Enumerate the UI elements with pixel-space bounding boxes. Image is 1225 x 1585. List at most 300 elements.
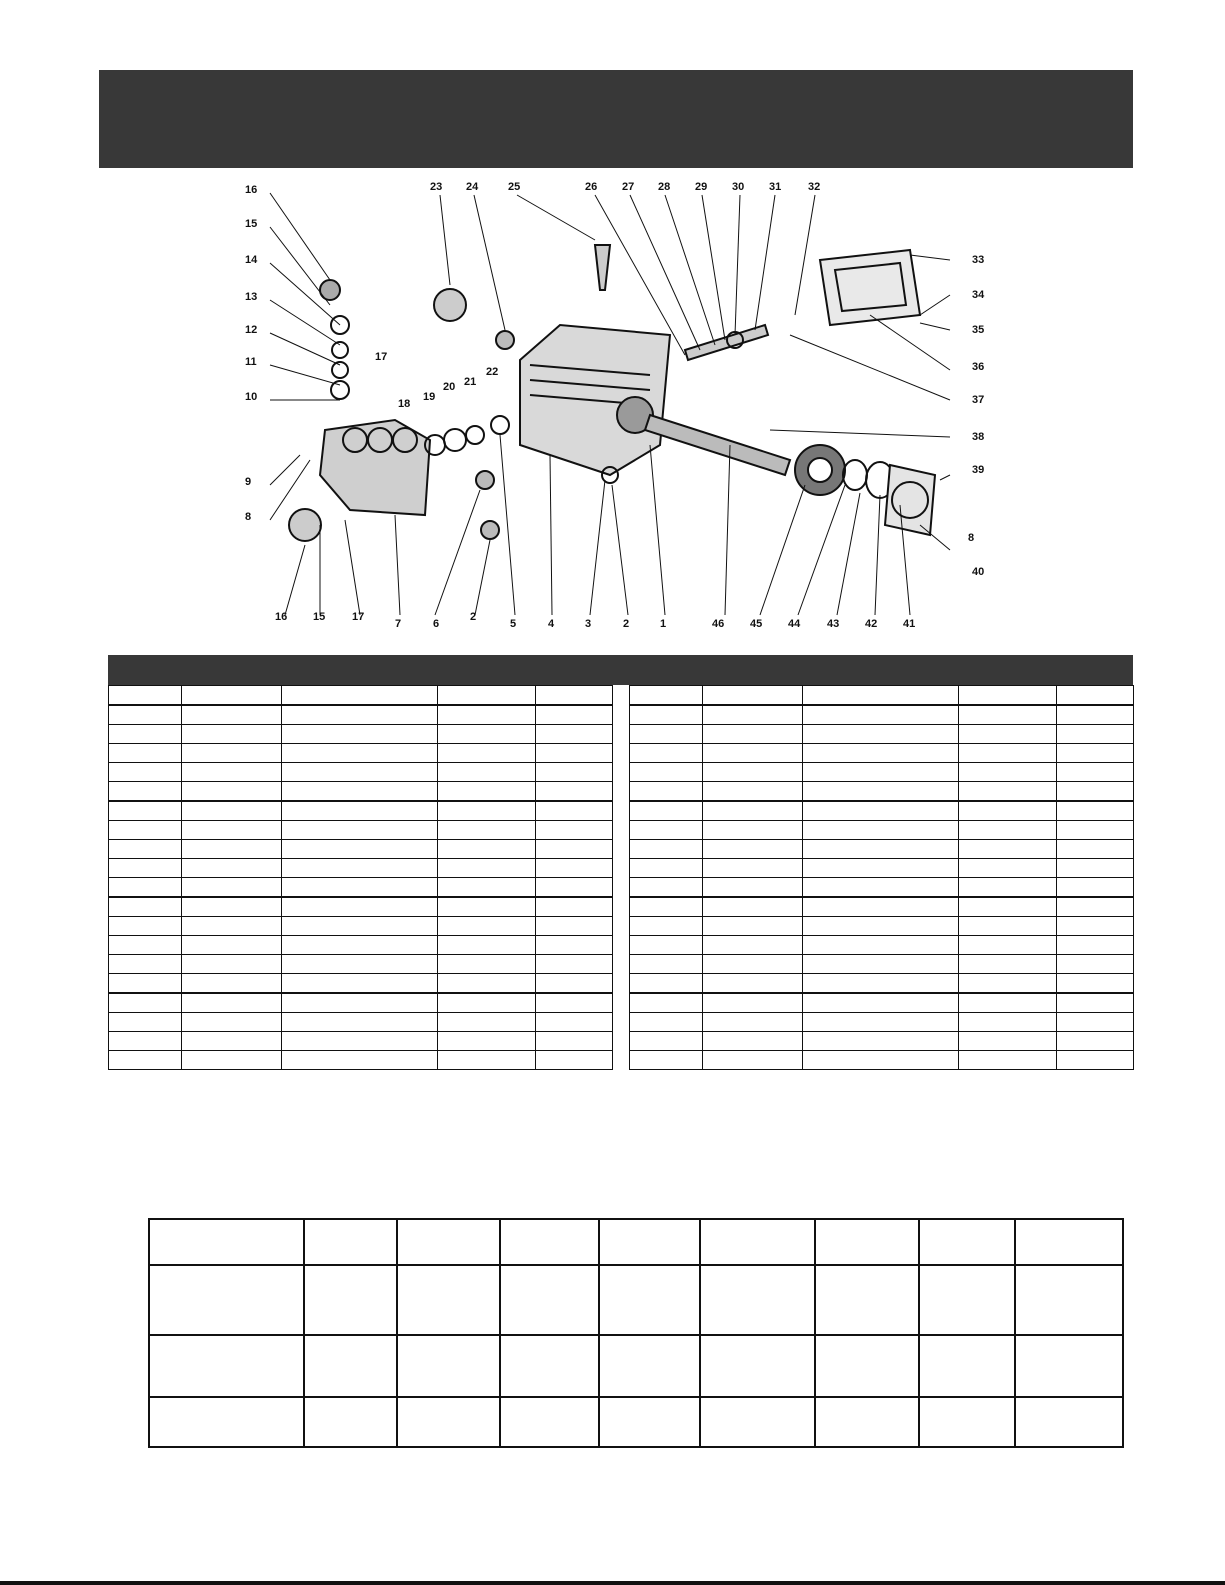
parts-left-cell <box>109 705 182 725</box>
parts-left-cell <box>282 821 438 840</box>
table-row <box>630 705 1134 725</box>
table-row <box>630 801 1134 821</box>
parts-left-cell <box>438 725 536 744</box>
parts-left-cell <box>182 725 282 744</box>
parts-right-cell <box>959 801 1057 821</box>
table-row <box>630 725 1134 744</box>
parts-left-cell <box>109 1051 182 1070</box>
table-row <box>109 917 613 936</box>
table-row <box>109 993 613 1013</box>
spec-cell <box>304 1397 397 1447</box>
parts-right-cell <box>630 744 703 763</box>
parts-left-cell <box>109 897 182 917</box>
parts-right-cell <box>803 840 959 859</box>
parts-left-cell <box>282 955 438 974</box>
table-row <box>630 897 1134 917</box>
parts-right-cell <box>803 974 959 994</box>
parts-left-cell <box>536 801 613 821</box>
table-row <box>630 744 1134 763</box>
table-row <box>109 955 613 974</box>
parts-left-cell <box>282 936 438 955</box>
callout-15-bottom: 15 <box>313 611 326 623</box>
callout-18: 18 <box>398 398 411 410</box>
parts-right-cell <box>1057 782 1134 802</box>
callout-17-bracket: 17 <box>375 351 388 363</box>
callout-35: 35 <box>972 324 985 336</box>
parts-left-cell <box>182 974 282 994</box>
parts-right-cell <box>703 1051 803 1070</box>
parts-right-cell <box>703 1013 803 1032</box>
spec-cell <box>919 1219 1015 1265</box>
table-row <box>630 686 1134 706</box>
parts-right-cell <box>959 1013 1057 1032</box>
spec-cell <box>815 1397 919 1447</box>
parts-right-cell <box>1057 878 1134 898</box>
table-row <box>630 1051 1134 1070</box>
spec-cell <box>149 1265 304 1335</box>
callout-2-center: 2 <box>623 618 630 630</box>
parts-left-cell <box>536 1013 613 1032</box>
parts-right-cell <box>959 840 1057 859</box>
table-row <box>109 1013 613 1032</box>
parts-left-cell <box>438 859 536 878</box>
pump-illustration <box>230 175 1010 635</box>
parts-left-cell <box>182 686 282 706</box>
parts-right-cell <box>630 782 703 802</box>
parts-left-cell <box>438 917 536 936</box>
spec-cell <box>500 1335 599 1397</box>
page-header-bar <box>99 70 1133 168</box>
spec-cell <box>149 1219 304 1265</box>
callout-20: 20 <box>443 381 456 393</box>
parts-right-cell <box>959 993 1057 1013</box>
spec-row <box>149 1335 1123 1397</box>
parts-right-cell <box>1057 763 1134 782</box>
callout-16-bottom: 16 <box>275 611 288 623</box>
spec-cell <box>599 1335 700 1397</box>
parts-left-cell <box>282 1051 438 1070</box>
parts-left-cell <box>182 859 282 878</box>
spec-cell <box>815 1265 919 1335</box>
parts-left-cell <box>282 1013 438 1032</box>
table-row <box>630 763 1134 782</box>
parts-right-cell <box>630 955 703 974</box>
callout-30: 30 <box>732 181 745 193</box>
parts-right-cell <box>803 782 959 802</box>
table-row <box>109 1032 613 1051</box>
table-row <box>109 936 613 955</box>
callout-45: 45 <box>750 618 763 630</box>
callout-29: 29 <box>695 181 708 193</box>
spec-cell <box>700 1397 815 1447</box>
parts-right-cell <box>1057 1032 1134 1051</box>
parts-left-cell <box>536 1032 613 1051</box>
parts-right-cell <box>703 974 803 994</box>
table-row <box>109 878 613 898</box>
parts-table-left <box>108 685 613 1070</box>
parts-left-cell <box>536 725 613 744</box>
spec-cell <box>1015 1265 1123 1335</box>
parts-right-cell <box>630 705 703 725</box>
parts-right-cell <box>1057 897 1134 917</box>
callout-1: 1 <box>660 618 667 630</box>
parts-left-cell <box>536 936 613 955</box>
parts-right-cell <box>1057 821 1134 840</box>
parts-right-cell <box>959 878 1057 898</box>
spec-cell <box>397 1397 500 1447</box>
parts-left-cell <box>182 744 282 763</box>
callout-12: 12 <box>245 324 258 336</box>
table-row <box>109 782 613 802</box>
parts-right-cell <box>803 878 959 898</box>
spec-cell <box>304 1265 397 1335</box>
callout-2: 2 <box>470 611 477 623</box>
parts-right-cell <box>803 744 959 763</box>
parts-left-cell <box>182 763 282 782</box>
spec-cell <box>919 1265 1015 1335</box>
parts-left-cell <box>182 897 282 917</box>
parts-left-cell <box>182 782 282 802</box>
parts-right-cell <box>630 801 703 821</box>
parts-right-cell <box>1057 725 1134 744</box>
parts-left-cell <box>109 840 182 859</box>
table-row <box>109 763 613 782</box>
parts-left-cell <box>438 1051 536 1070</box>
callout-16: 16 <box>245 184 258 196</box>
crankshaft <box>645 415 790 475</box>
parts-right-cell <box>803 859 959 878</box>
table-row <box>630 993 1134 1013</box>
callout-41: 41 <box>903 618 916 630</box>
parts-right-cell <box>959 1032 1057 1051</box>
parts-right-cell <box>959 917 1057 936</box>
parts-left-cell <box>536 744 613 763</box>
callout-27: 27 <box>622 181 635 193</box>
parts-right-cell <box>630 1051 703 1070</box>
page-bottom-rule <box>0 1581 1225 1585</box>
callout-28: 28 <box>658 181 671 193</box>
parts-right-cell <box>959 897 1057 917</box>
table-row <box>109 725 613 744</box>
parts-right-cell <box>803 917 959 936</box>
parts-left-cell <box>536 917 613 936</box>
callout-9: 9 <box>245 476 252 488</box>
callout-8-right: 8 <box>968 532 975 544</box>
table-row <box>630 821 1134 840</box>
parts-right-cell <box>959 859 1057 878</box>
parts-right-cell <box>803 763 959 782</box>
callout-46: 46 <box>712 618 725 630</box>
parts-left-cell <box>438 878 536 898</box>
parts-left-cell <box>109 782 182 802</box>
parts-left-cell <box>536 763 613 782</box>
parts-right-cell <box>1057 1051 1134 1070</box>
spec-row <box>149 1265 1123 1335</box>
parts-right-cell <box>630 725 703 744</box>
spec-cell <box>304 1335 397 1397</box>
parts-left-cell <box>182 993 282 1013</box>
parts-right-cell <box>803 897 959 917</box>
callout-44: 44 <box>788 618 801 630</box>
parts-left-cell <box>109 744 182 763</box>
spec-cell <box>149 1397 304 1447</box>
callout-43: 43 <box>827 618 840 630</box>
rear-cover <box>820 250 920 325</box>
parts-right-cell <box>959 974 1057 994</box>
callout-37: 37 <box>972 394 985 406</box>
spec-cell <box>500 1265 599 1335</box>
parts-right-cell <box>703 878 803 898</box>
parts-left-cell <box>109 974 182 994</box>
parts-right-cell <box>803 1032 959 1051</box>
parts-left-cell <box>536 859 613 878</box>
parts-right-cell <box>803 821 959 840</box>
callout-19: 19 <box>423 391 436 403</box>
callout-7: 7 <box>395 618 402 630</box>
spec-cell <box>599 1397 700 1447</box>
table-row <box>109 744 613 763</box>
spec-cell <box>397 1265 500 1335</box>
parts-right-cell <box>630 859 703 878</box>
spec-row <box>149 1397 1123 1447</box>
parts-left-cell <box>438 936 536 955</box>
parts-left-cell <box>438 705 536 725</box>
parts-right-cell <box>630 686 703 706</box>
parts-left-cell <box>536 974 613 994</box>
parts-right-cell <box>959 782 1057 802</box>
parts-left-cell <box>282 725 438 744</box>
parts-left-cell <box>182 936 282 955</box>
callout-39: 39 <box>972 464 985 476</box>
parts-left-cell <box>536 686 613 706</box>
parts-left-cell <box>182 1013 282 1032</box>
spec-cell <box>700 1219 815 1265</box>
parts-right-cell <box>703 801 803 821</box>
parts-right-cell <box>630 878 703 898</box>
parts-right-cell <box>803 801 959 821</box>
callout-3: 3 <box>585 618 592 630</box>
parts-left-cell <box>109 993 182 1013</box>
parts-right-cell <box>803 1013 959 1032</box>
parts-left-cell <box>182 878 282 898</box>
table-row <box>630 1032 1134 1051</box>
table-row <box>630 955 1134 974</box>
table-row <box>630 782 1134 802</box>
spec-row <box>149 1219 1123 1265</box>
manifold <box>320 420 430 515</box>
parts-right-cell <box>703 686 803 706</box>
table-row <box>109 821 613 840</box>
callout-33: 33 <box>972 254 985 266</box>
parts-left-cell <box>109 936 182 955</box>
callout-4: 4 <box>548 618 555 630</box>
parts-left-cell <box>282 897 438 917</box>
parts-left-cell <box>438 821 536 840</box>
parts-left-cell <box>109 1032 182 1051</box>
table-row <box>109 859 613 878</box>
parts-left-cell <box>438 897 536 917</box>
parts-left-cell <box>109 686 182 706</box>
callout-32: 32 <box>808 181 821 193</box>
parts-left-cell <box>438 801 536 821</box>
callout-23: 23 <box>430 181 443 193</box>
parts-list-header-bar <box>108 655 1133 685</box>
table-row <box>630 859 1134 878</box>
parts-left-cell <box>109 1013 182 1032</box>
parts-right-cell <box>1057 705 1134 725</box>
parts-left-cell <box>438 744 536 763</box>
parts-left-cell <box>282 744 438 763</box>
parts-left-cell <box>109 955 182 974</box>
parts-left-cell <box>109 859 182 878</box>
parts-right-cell <box>803 686 959 706</box>
parts-right-cell <box>703 936 803 955</box>
spec-cell <box>815 1219 919 1265</box>
spec-cell <box>304 1219 397 1265</box>
parts-right-cell <box>703 744 803 763</box>
callout-8: 8 <box>245 511 252 523</box>
parts-left-cell <box>282 993 438 1013</box>
parts-right-cell <box>959 725 1057 744</box>
parts-left-cell <box>282 974 438 994</box>
parts-left-cell <box>536 821 613 840</box>
parts-left-cell <box>438 974 536 994</box>
parts-left-cell <box>182 705 282 725</box>
callout-24: 24 <box>466 181 479 193</box>
parts-right-cell <box>803 705 959 725</box>
parts-right-cell <box>630 917 703 936</box>
parts-left-cell <box>438 782 536 802</box>
specification-table <box>148 1218 1124 1448</box>
table-row <box>109 801 613 821</box>
parts-left-cell <box>182 1032 282 1051</box>
spec-cell <box>700 1335 815 1397</box>
callout-31: 31 <box>769 181 782 193</box>
parts-left-cell <box>282 705 438 725</box>
parts-right-cell <box>803 936 959 955</box>
parts-right-cell <box>959 763 1057 782</box>
parts-right-cell <box>803 955 959 974</box>
callout-21: 21 <box>464 376 477 388</box>
parts-left-cell <box>438 1032 536 1051</box>
spec-cell <box>397 1335 500 1397</box>
callout-5: 5 <box>510 618 517 630</box>
parts-left-cell <box>438 1013 536 1032</box>
callout-17-bottom: 17 <box>352 611 365 623</box>
parts-left-cell <box>536 878 613 898</box>
parts-left-cell <box>536 993 613 1013</box>
parts-left-cell <box>282 840 438 859</box>
parts-left-cell <box>109 878 182 898</box>
table-row <box>630 1013 1134 1032</box>
spec-cell <box>919 1335 1015 1397</box>
parts-right-cell <box>1057 993 1134 1013</box>
table-row <box>109 840 613 859</box>
table-row <box>109 974 613 994</box>
spec-cell <box>1015 1397 1123 1447</box>
callout-40: 40 <box>972 566 985 578</box>
parts-left-cell <box>282 801 438 821</box>
parts-right-cell <box>1057 917 1134 936</box>
parts-right-cell <box>630 993 703 1013</box>
parts-left-cell <box>438 840 536 859</box>
parts-right-cell <box>703 993 803 1013</box>
callout-26: 26 <box>585 181 598 193</box>
spec-cell <box>397 1219 500 1265</box>
parts-left-cell <box>536 1051 613 1070</box>
exploded-pump-diagram <box>230 175 1010 635</box>
table-row <box>109 1051 613 1070</box>
parts-left-cell <box>536 705 613 725</box>
parts-left-cell <box>438 763 536 782</box>
parts-left-cell <box>109 821 182 840</box>
callout-22: 22 <box>486 366 499 378</box>
parts-right-cell <box>1057 840 1134 859</box>
parts-left-cell <box>282 686 438 706</box>
parts-left-cell <box>438 993 536 1013</box>
parts-left-cell <box>182 821 282 840</box>
parts-right-cell <box>1057 859 1134 878</box>
table-row <box>109 686 613 706</box>
table-row <box>630 878 1134 898</box>
parts-left-cell <box>182 1051 282 1070</box>
parts-right-cell <box>1057 1013 1134 1032</box>
parts-right-cell <box>703 782 803 802</box>
parts-left-cell <box>282 917 438 936</box>
parts-left-cell <box>282 859 438 878</box>
callout-6: 6 <box>433 618 440 630</box>
parts-left-cell <box>109 917 182 936</box>
callout-14: 14 <box>245 254 258 266</box>
parts-right-cell <box>703 859 803 878</box>
parts-right-cell <box>630 897 703 917</box>
parts-right-cell <box>959 1051 1057 1070</box>
parts-right-cell <box>630 763 703 782</box>
callout-10: 10 <box>245 391 258 403</box>
parts-right-cell <box>703 840 803 859</box>
parts-left-cell <box>182 801 282 821</box>
callout-11: 11 <box>245 356 257 368</box>
spec-cell <box>599 1265 700 1335</box>
spec-cell <box>1015 1219 1123 1265</box>
parts-left-cell <box>109 725 182 744</box>
callout-38: 38 <box>972 431 985 443</box>
spec-cell <box>815 1335 919 1397</box>
parts-right-cell <box>1057 974 1134 994</box>
table-row <box>630 974 1134 994</box>
table-row <box>630 936 1134 955</box>
callout-25: 25 <box>508 181 521 193</box>
parts-right-cell <box>959 705 1057 725</box>
parts-left-cell <box>536 897 613 917</box>
spec-cell <box>149 1335 304 1397</box>
parts-left-cell <box>438 686 536 706</box>
parts-right-cell <box>630 974 703 994</box>
parts-right-cell <box>703 725 803 744</box>
parts-right-cell <box>703 763 803 782</box>
parts-right-cell <box>703 1032 803 1051</box>
table-row <box>630 840 1134 859</box>
parts-right-cell <box>959 936 1057 955</box>
parts-right-cell <box>803 1051 959 1070</box>
parts-right-cell <box>630 1032 703 1051</box>
spec-cell <box>1015 1335 1123 1397</box>
parts-left-cell <box>182 840 282 859</box>
spec-cell <box>919 1397 1015 1447</box>
parts-right-cell <box>959 955 1057 974</box>
parts-right-cell <box>630 840 703 859</box>
parts-right-cell <box>1057 801 1134 821</box>
